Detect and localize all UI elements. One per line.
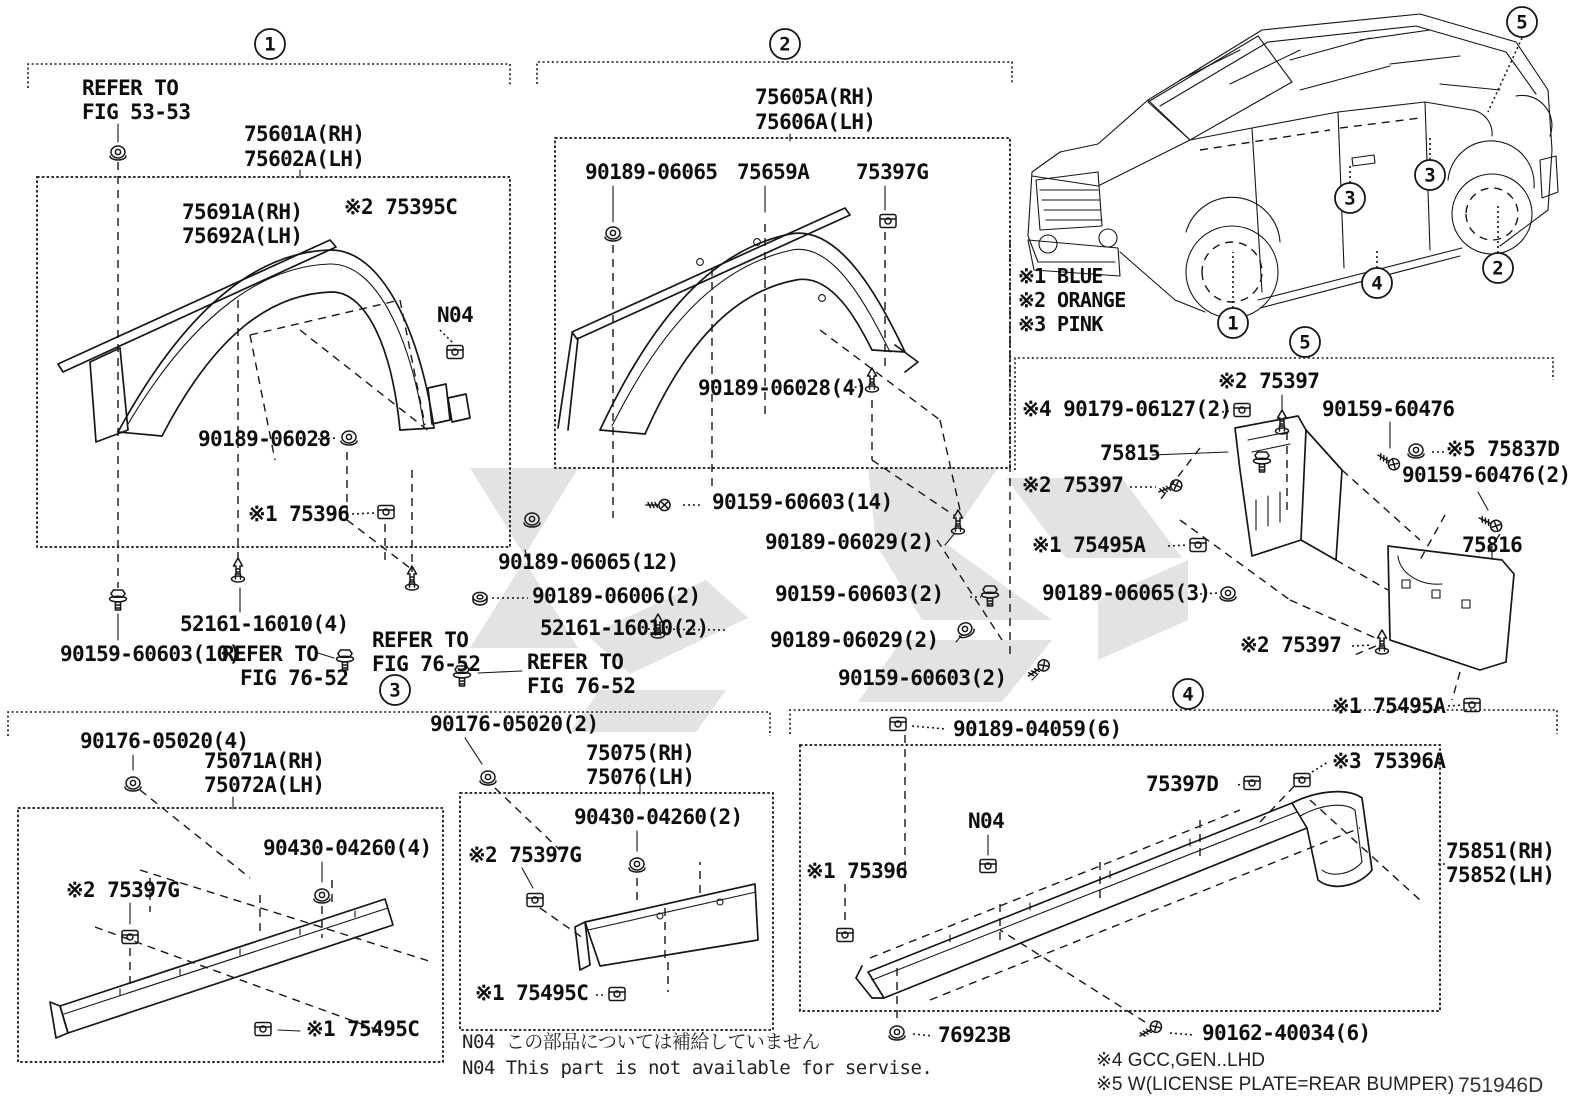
part-number-label: ※2 75397: [1218, 369, 1320, 393]
part-number-label: N04: [437, 303, 474, 327]
clip-icon: [605, 227, 621, 241]
vehicle-illustration: [1028, 11, 1558, 318]
part-number-label: ※2 75397G: [66, 878, 180, 902]
refer-note: FIG 76-52: [372, 652, 481, 676]
push-pin-icon: [1276, 410, 1289, 434]
part-number-label: ※5 75837D: [1446, 437, 1560, 461]
clip-icon: [837, 929, 853, 942]
callout-number: 3: [1344, 187, 1356, 210]
part-number-label: ※1 75396: [806, 859, 908, 883]
part-number-label: ※3 75396A: [1332, 749, 1446, 773]
nut-icon: [473, 592, 487, 605]
clip-icon: [609, 988, 625, 1001]
part-number-label: 90189-06028(4): [698, 376, 867, 400]
refer-note: FIG 76-52: [527, 674, 636, 698]
callout-4-section: [1173, 679, 1203, 709]
callout-number: 3: [1424, 164, 1436, 187]
callout-1-section: [255, 29, 285, 59]
part-number-label: 90189-04059(6): [953, 717, 1122, 741]
callout-number: 2: [1492, 257, 1504, 280]
callout-5-vehicle: [1507, 7, 1537, 37]
part-number-label: ※1 75495C: [475, 981, 589, 1005]
part-number-label: 75851(RH): [1446, 839, 1555, 863]
part-number-label: 90159-60603(14): [712, 490, 893, 514]
clip-icon: [480, 771, 496, 785]
section-4-fasteners: [837, 718, 1328, 1041]
part-number-label: 90430-04260(2): [574, 805, 743, 829]
bolt-icon: [1254, 452, 1271, 472]
part-number-label: 90189-06006(2): [532, 584, 701, 608]
clip-icon: [1294, 774, 1310, 787]
part-number-label: ※1 75495C: [306, 1017, 420, 1041]
legend-blue: ※1 BLUE: [1018, 264, 1103, 288]
clip-icon: [378, 506, 394, 519]
part-number-label: 76923B: [938, 1023, 1011, 1047]
grommet-icon: [1408, 444, 1424, 458]
clip-icon: [980, 860, 996, 873]
legend-orange: ※2 ORANGE: [1018, 288, 1126, 312]
clip-icon: [527, 894, 543, 907]
part-number-label: ※1 75495A: [1332, 694, 1446, 718]
part-number-label: 75602A(LH): [244, 147, 365, 171]
rocker-moulding-art: [845, 735, 1420, 1022]
part-number-label: 90189-06065(3): [1042, 581, 1211, 605]
part-number-label: 75691A(RH): [182, 200, 303, 224]
push-pin-icon: [232, 558, 245, 582]
clip-icon: [341, 431, 357, 445]
part-number-label: 75606A(LH): [755, 110, 876, 134]
callout-5-section: [1290, 327, 1320, 357]
grommet-icon: [955, 620, 975, 639]
callout-4-vehicle: [1362, 268, 1392, 298]
part-number-label: 90159-60603(10): [60, 642, 241, 666]
grommet-icon: [314, 889, 330, 903]
part-number-label: 90159-60603(2): [838, 666, 1007, 690]
part-number-label: 75397D: [1146, 772, 1219, 796]
part-number-label: 75692A(LH): [182, 224, 303, 248]
grommet-icon: [1220, 587, 1236, 601]
part-number-label: ※2 75397: [1022, 473, 1124, 497]
part-number-label: 75605A(RH): [755, 85, 876, 109]
part-number-label: 75072A(LH): [204, 773, 325, 797]
screw-icon: [1477, 513, 1504, 533]
part-number-label: 75852(LH): [1446, 863, 1555, 887]
refer-note: FIG 76-52: [240, 666, 349, 690]
part-number-label: 90189-06065: [585, 160, 718, 184]
screw-icon: [1137, 1019, 1163, 1041]
part-number-label: 75815: [1100, 441, 1161, 465]
clip-icon: [1190, 539, 1206, 552]
screw-icon: [1157, 478, 1183, 497]
grommet-icon: [889, 1026, 905, 1040]
part-number-label: 90189-06029(2): [765, 530, 934, 554]
callout-2-vehicle: [1483, 253, 1513, 283]
part-number-label: 75816: [1462, 533, 1523, 557]
part-number-label: 90159-60603(2): [775, 582, 944, 606]
part-number-label: 75397G: [856, 160, 929, 184]
part-number-label: N04: [968, 809, 1005, 833]
clip-icon: [890, 718, 906, 731]
clip-icon: [110, 146, 126, 160]
note-jp: N04 この部品については補給していません: [462, 1031, 820, 1053]
clip-icon: [1234, 404, 1250, 417]
part-number-label: 75076(LH): [586, 765, 695, 789]
clip-icon: [447, 346, 463, 359]
part-number-label: 75075(RH): [586, 741, 695, 765]
clip-icon: [1244, 777, 1260, 790]
part-number-label: ※2 75397: [1240, 633, 1342, 657]
callout-number: 5: [1299, 331, 1311, 354]
part-number-label: 52161-16010(2): [540, 616, 709, 640]
diagram-id: 751946D: [1458, 1074, 1544, 1097]
clip-icon: [255, 1023, 271, 1036]
screw-icon: [1375, 450, 1401, 472]
part-number-label: 90159-60476(2): [1402, 463, 1571, 487]
note-en: N04 This part is not available for servise.: [462, 1057, 933, 1079]
part-number-label: 90189-06028: [198, 427, 331, 451]
callout-number: 5: [1516, 11, 1528, 34]
part-number-label: 90176-05020(4): [80, 729, 249, 753]
part-number-label: ※1 75396: [248, 502, 350, 526]
part-number-label: ※4 90179-06127(2): [1022, 397, 1232, 421]
screw-icon: [646, 499, 670, 510]
callout-2-section: [770, 29, 800, 59]
callout-number: 4: [1182, 683, 1194, 706]
callout-3-vehicle-front: [1335, 183, 1365, 213]
clip-icon: [125, 777, 141, 791]
footnote-4: ※4 GCC,GEN..LHD: [1096, 1050, 1266, 1071]
refer-note: REFER TO: [372, 628, 469, 652]
callout-1-vehicle: [1218, 308, 1248, 338]
part-number-label: 52161-16010(4): [180, 612, 349, 636]
part-number-label: ※2 75397G: [468, 843, 582, 867]
footnote-5: ※5 W(LICENSE PLATE=REAR BUMPER): [1096, 1074, 1455, 1095]
legend-pink: ※3 PINK: [1018, 312, 1103, 336]
refer-note: REFER TO: [222, 642, 319, 666]
callout-3-section: [380, 675, 410, 705]
callout-number: 1: [264, 33, 276, 56]
callout-number: 2: [779, 33, 791, 56]
grommet-icon: [629, 858, 645, 872]
part-number-label: ※1 75495A: [1032, 533, 1146, 557]
callout-3-vehicle-rear: [1415, 160, 1445, 190]
part-number-label: 75659A: [737, 160, 810, 184]
part-number-label: 90189-06065(12): [498, 550, 679, 574]
part-number-label: 90162-40034(6): [1202, 1021, 1371, 1045]
screw-icon: [110, 590, 127, 610]
push-pin-icon: [1376, 630, 1389, 654]
part-number-label: ※2 75395C: [344, 195, 458, 219]
part-number-label: 90159-60476: [1322, 397, 1455, 421]
callout-number: 4: [1371, 272, 1383, 295]
part-number-label: 90430-04260(4): [263, 836, 432, 860]
part-number-label: 90176-05020(2): [430, 712, 599, 736]
part-number-label: 75071A(RH): [204, 749, 325, 773]
refer-note: REFER TO: [82, 76, 179, 100]
clip-icon: [880, 215, 896, 228]
part-number-label: 90189-06029(2): [770, 628, 939, 652]
callout-number: 1: [1227, 312, 1239, 335]
refer-note: FIG 53-53: [82, 100, 191, 124]
callout-number: 3: [389, 679, 401, 702]
part-number-label: 75601A(RH): [244, 122, 365, 146]
refer-note: REFER TO: [527, 650, 624, 674]
